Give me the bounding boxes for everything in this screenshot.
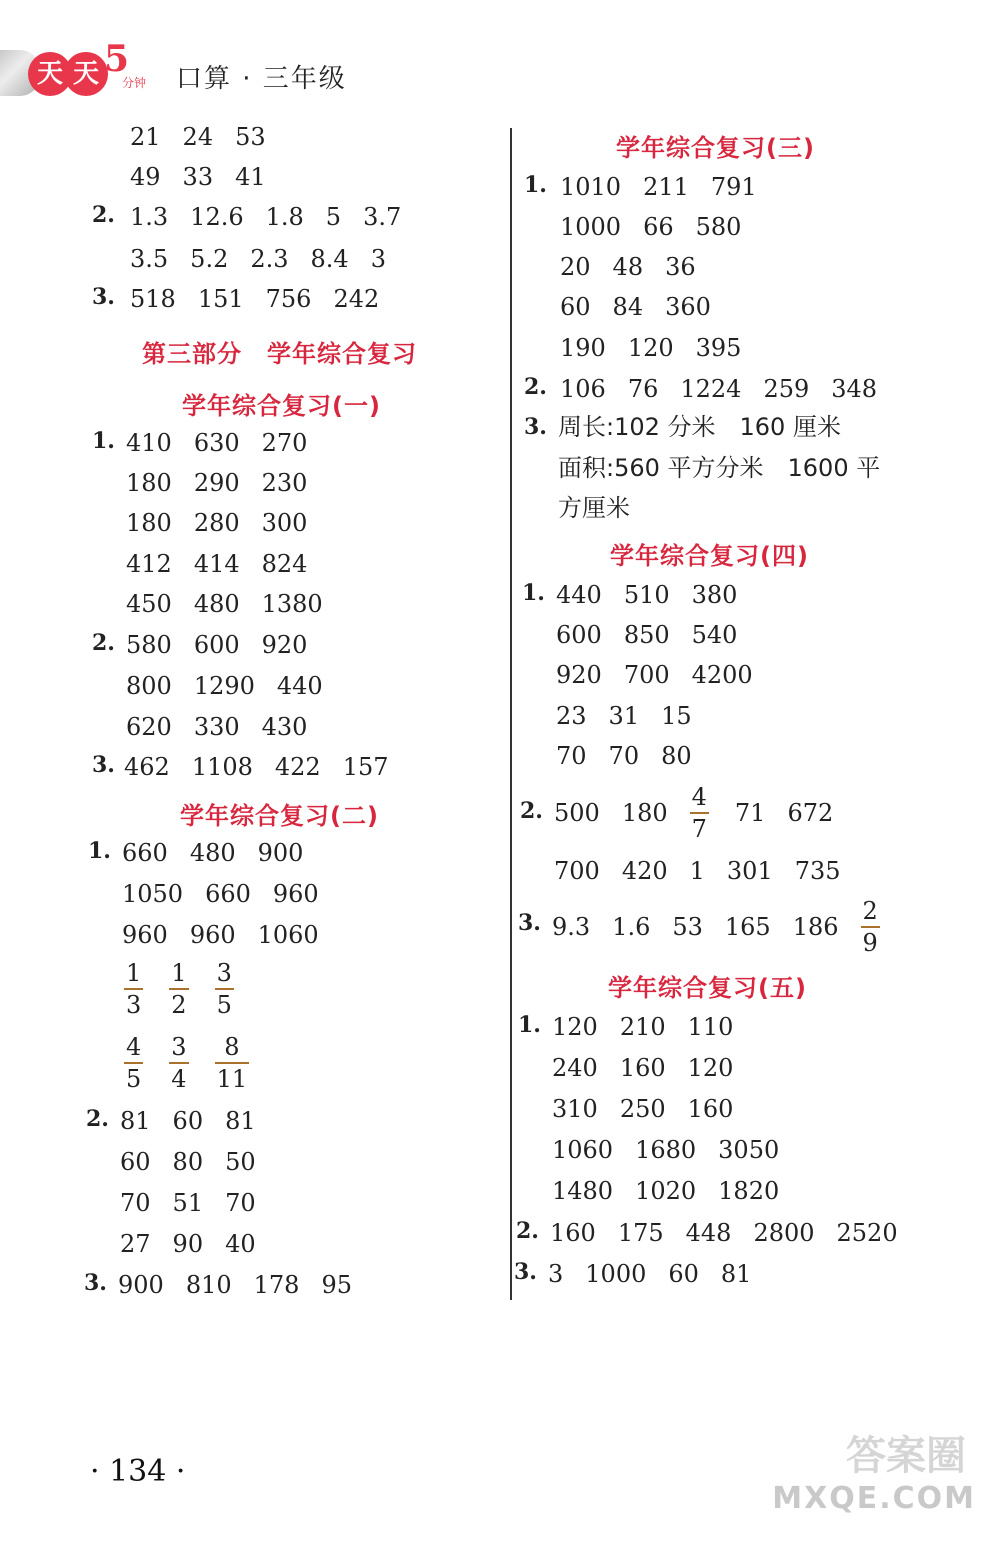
answer-value: 300 [261, 508, 308, 537]
denominator: 5 [126, 1065, 142, 1093]
part-title: 第三部分 学年综合复习 [142, 340, 417, 368]
answer-value: 960 [272, 879, 319, 908]
question-number: 3. [92, 752, 115, 778]
answer-value: 3.5 [130, 244, 169, 273]
question-number: 2. [92, 630, 115, 656]
fraction-row [124, 1032, 275, 1094]
answer-row [122, 918, 341, 950]
answer-value: 84 [612, 292, 644, 321]
denominator: 9 [862, 929, 878, 957]
answer-row [556, 618, 759, 650]
answer-value: 1060 [552, 1135, 614, 1164]
answer-value: 160 [550, 1218, 596, 1247]
numerator: 3 [215, 958, 234, 990]
answer-row [120, 1145, 278, 1177]
answer-row [556, 739, 714, 771]
denominator: 3 [126, 991, 142, 1019]
area-answer-continued: 方厘米 [558, 494, 630, 522]
answer-row [122, 877, 341, 909]
answer-value: 1000 [585, 1259, 647, 1288]
answer-value: 791 [710, 172, 757, 201]
answer-value: 3.7 [363, 202, 402, 231]
answer-value: 95 [321, 1270, 352, 1299]
answer-value: 60 [172, 1106, 204, 1135]
question-number: 2. [516, 1218, 539, 1244]
answer-value: 81 [120, 1106, 151, 1135]
answer-value: 49 [130, 162, 161, 191]
numerator: 3 [169, 1032, 188, 1064]
answer-row [552, 1174, 801, 1206]
answer-value: 110 [687, 1012, 734, 1041]
answer-value: 462 [124, 752, 170, 781]
area-answer: 面积:560 平方分米 1600 平 [558, 454, 881, 482]
question-number: 2. [86, 1106, 109, 1132]
answer-value: 175 [617, 1218, 664, 1247]
answer-value: 160 [687, 1094, 734, 1123]
answer-value: 510 [623, 580, 670, 609]
answer-value: 120 [687, 1053, 734, 1082]
fraction [124, 958, 143, 1020]
answer-value: 165 [724, 913, 771, 941]
perimeter-answer: 周长:102 分米 160 厘米 [558, 413, 841, 441]
answer-value: 2800 [753, 1218, 815, 1247]
answer-value: 190 [560, 333, 606, 362]
book-title: 口算 · 三年级 [176, 64, 347, 94]
numerator: 4 [690, 782, 709, 814]
answer-value: 180 [126, 508, 172, 537]
answer-value: 600 [193, 630, 240, 659]
answer-value: 500 [554, 799, 600, 827]
answer-value: 81 [225, 1106, 256, 1135]
page-header [0, 38, 420, 104]
answer-value: 1290 [193, 671, 255, 700]
answer-row [560, 290, 733, 322]
answer-value: 259 [763, 374, 810, 403]
answer-row [122, 836, 325, 868]
question-number: 2. [92, 202, 115, 228]
answer-value: 70 [556, 741, 587, 770]
answer-value: 410 [126, 428, 172, 457]
answer-value: 440 [276, 671, 323, 700]
answer-row [124, 750, 411, 782]
answer-row [126, 710, 329, 742]
answer-value: 310 [552, 1094, 598, 1123]
answer-row [126, 466, 329, 498]
denominator: 7 [691, 815, 707, 843]
answer-value: 157 [342, 752, 389, 781]
answer-value: 48 [612, 252, 644, 281]
answer-value: 1050 [122, 879, 184, 908]
answer-row [552, 896, 906, 958]
question-number: 3. [514, 1259, 537, 1285]
answer-value: 301 [726, 856, 773, 885]
section-title-review-2: 学年综合复习(二) [180, 802, 379, 830]
answer-value: 31 [608, 701, 640, 730]
column-divider [510, 128, 512, 1300]
answer-value: 580 [126, 630, 172, 659]
fraction-row [124, 958, 260, 1020]
denominator: 5 [216, 991, 232, 1019]
answer-row [126, 426, 329, 458]
question-number: 1. [518, 1012, 541, 1038]
answer-value: 1010 [560, 172, 622, 201]
answer-value: 450 [126, 589, 172, 618]
answer-value: 242 [333, 284, 380, 313]
answer-value: 151 [197, 284, 244, 313]
answer-row [552, 1051, 755, 1083]
answer-value: 280 [193, 508, 240, 537]
answer-value: 580 [695, 212, 742, 241]
fraction [215, 1032, 250, 1094]
answer-value: 120 [627, 333, 674, 362]
answer-row [126, 506, 329, 538]
answer-row [552, 1010, 755, 1042]
answer-value: 850 [623, 620, 670, 649]
answer-value: 5 [325, 202, 342, 231]
section-title-review-3: 学年综合复习(三) [616, 134, 815, 162]
answer-value: 53 [235, 122, 266, 151]
answer-row [560, 170, 779, 202]
answer-value: 180 [621, 799, 668, 827]
fraction [861, 896, 880, 958]
answer-value: 1 [689, 856, 705, 885]
numerator: 1 [169, 958, 188, 990]
fraction [169, 958, 188, 1020]
answer-row [130, 242, 408, 274]
answer-value: 360 [665, 292, 711, 321]
answer-value: 20 [560, 252, 591, 281]
answer-value: 1108 [191, 752, 253, 781]
question-number: 1. [524, 172, 547, 198]
answer-value: 290 [193, 468, 240, 497]
answer-row [560, 250, 718, 282]
answer-value: 672 [787, 799, 834, 827]
answer-value: 120 [552, 1012, 598, 1041]
answer-value: 33 [182, 162, 214, 191]
answer-value: 330 [193, 712, 240, 741]
numerator: 4 [124, 1032, 143, 1064]
question-number: 2. [520, 798, 543, 824]
watermark-logo: 答案圈 [846, 1433, 966, 1479]
answer-value: 180 [126, 468, 172, 497]
answer-value: 60 [120, 1147, 151, 1176]
answer-value: 27 [120, 1229, 151, 1258]
answer-value: 448 [685, 1218, 732, 1247]
answer-value: 60 [560, 292, 591, 321]
answer-value: 12.6 [190, 202, 244, 231]
answer-row [556, 578, 759, 610]
answer-row [552, 1133, 801, 1165]
answer-value: 76 [627, 374, 659, 403]
answer-value: 9.3 [552, 913, 591, 941]
fraction [215, 958, 234, 1020]
section-title-review-5: 学年综合复习(五) [608, 974, 807, 1002]
answer-value: 1060 [257, 920, 319, 949]
answer-value: 660 [122, 838, 168, 867]
answer-value: 600 [556, 620, 602, 649]
answer-value: 81 [720, 1259, 752, 1288]
answer-value: 348 [831, 374, 878, 403]
answer-value: 3050 [718, 1135, 780, 1164]
numerator: 2 [861, 896, 880, 928]
answer-value: 230 [261, 468, 308, 497]
answer-value: 1020 [635, 1176, 697, 1205]
answer-value: 395 [695, 333, 742, 362]
answer-row [548, 1257, 773, 1289]
answer-value: 414 [193, 549, 240, 578]
logo-char-1: 天 [28, 52, 72, 96]
question-number: 1. [522, 580, 545, 606]
answer-row [120, 1186, 278, 1218]
section-title-review-1: 学年综合复习(一) [182, 392, 381, 420]
question-number: 1. [92, 428, 115, 454]
answer-value: 1.6 [612, 913, 651, 941]
question-number: 2. [524, 374, 547, 400]
fraction [690, 782, 709, 844]
answer-row [120, 1227, 278, 1259]
answer-row [552, 1092, 755, 1124]
answer-value: 80 [661, 741, 692, 770]
answer-value: 36 [665, 252, 696, 281]
denominator: 4 [171, 1065, 187, 1093]
answer-value: 920 [556, 660, 602, 689]
answer-value: 800 [126, 671, 172, 700]
question-number: 3. [92, 284, 115, 310]
numerator: 8 [215, 1032, 250, 1064]
logo-char-2: 天 [64, 52, 108, 96]
answer-value: 480 [189, 838, 236, 867]
answer-value: 4200 [691, 660, 753, 689]
answer-row [130, 200, 423, 232]
answer-value: 1480 [552, 1176, 614, 1205]
answer-value: 900 [257, 838, 304, 867]
answer-row [554, 782, 855, 844]
answer-value: 920 [261, 630, 308, 659]
answer-value: 70 [225, 1188, 256, 1217]
page-number: · 134 · [90, 1454, 186, 1489]
denominator: 11 [216, 1065, 248, 1093]
answer-value: 70 [608, 741, 640, 770]
answer-value: 412 [126, 549, 172, 578]
answer-value: 160 [619, 1053, 666, 1082]
answer-row [556, 699, 714, 731]
answer-value: 71 [734, 799, 766, 827]
answer-value: 660 [205, 879, 251, 908]
answer-value: 380 [691, 580, 738, 609]
fraction [169, 1032, 188, 1094]
answer-row [560, 331, 763, 363]
answer-value: 810 [185, 1270, 232, 1299]
answer-value: 250 [619, 1094, 666, 1123]
answer-row [556, 658, 775, 690]
answer-value: 3 [548, 1259, 564, 1288]
watermark [756, 1424, 976, 1516]
answer-row [130, 160, 288, 192]
answer-value: 2520 [836, 1218, 898, 1247]
answer-value: 430 [261, 712, 308, 741]
logo-number: 5 [104, 38, 130, 80]
answer-value: 1380 [261, 589, 323, 618]
answer-row [126, 587, 345, 619]
answer-value: 440 [556, 580, 602, 609]
fraction [124, 1032, 143, 1094]
answer-value: 480 [193, 589, 240, 618]
logo-subtitle: 分钟 [122, 76, 147, 90]
answer-value: 178 [253, 1270, 300, 1299]
question-number: 3. [524, 414, 547, 440]
answer-value: 106 [560, 374, 606, 403]
answer-value: 80 [172, 1147, 204, 1176]
answer-value: 51 [172, 1188, 204, 1217]
answer-row [118, 1268, 374, 1300]
answer-row [560, 210, 763, 242]
question-number: 3. [518, 910, 541, 936]
numerator: 1 [124, 958, 143, 990]
answer-value: 960 [122, 920, 168, 949]
answer-value: 41 [235, 162, 266, 191]
answer-row [126, 628, 329, 660]
denominator: 2 [171, 991, 187, 1019]
answer-value: 240 [552, 1053, 598, 1082]
answer-value: 620 [126, 712, 172, 741]
answer-value: 8.4 [310, 244, 349, 273]
answer-row [126, 669, 345, 701]
answer-row [130, 282, 401, 314]
answer-value: 60 [668, 1259, 699, 1288]
answer-value: 1.3 [130, 202, 169, 231]
answer-value: 2.3 [250, 244, 289, 273]
answer-value: 270 [261, 428, 308, 457]
answer-value: 756 [265, 284, 312, 313]
answer-value: 23 [556, 701, 587, 730]
answer-value: 700 [554, 856, 600, 885]
answer-value: 1000 [560, 212, 622, 241]
answer-value: 422 [274, 752, 321, 781]
answer-value: 735 [794, 856, 841, 885]
answer-row [554, 854, 863, 886]
answer-value: 824 [261, 549, 308, 578]
answer-value: 518 [130, 284, 176, 313]
answer-value: 24 [182, 122, 214, 151]
answer-row [560, 372, 899, 404]
answer-value: 960 [189, 920, 236, 949]
answer-value: 1224 [680, 374, 742, 403]
answer-value: 15 [661, 701, 692, 730]
answer-value: 70 [120, 1188, 151, 1217]
answer-row [126, 547, 329, 579]
answer-value: 211 [643, 172, 689, 201]
answer-value: 1.8 [265, 202, 304, 231]
answer-value: 66 [643, 212, 674, 241]
answer-value: 420 [621, 856, 668, 885]
watermark-url: MXQE.COM [772, 1481, 976, 1516]
answer-value: 5.2 [190, 244, 229, 273]
answer-value: 630 [193, 428, 240, 457]
answer-row [550, 1216, 920, 1248]
answer-row [120, 1104, 278, 1136]
answer-row [130, 120, 288, 152]
question-number: 3. [84, 1270, 107, 1296]
answer-value: 50 [225, 1147, 256, 1176]
answer-value: 540 [691, 620, 738, 649]
answer-value: 1680 [635, 1135, 697, 1164]
answer-value: 21 [130, 122, 161, 151]
section-title-review-4: 学年综合复习(四) [610, 542, 809, 570]
answer-value: 53 [672, 913, 703, 941]
answer-value: 40 [225, 1229, 256, 1258]
answer-value: 900 [118, 1270, 164, 1299]
answer-value: 1820 [718, 1176, 780, 1205]
answer-value: 90 [172, 1229, 204, 1258]
answer-value: 186 [792, 913, 839, 941]
answer-value: 210 [619, 1012, 666, 1041]
answer-value: 700 [623, 660, 670, 689]
answer-value: 3 [370, 244, 386, 273]
question-number: 1. [88, 838, 111, 864]
